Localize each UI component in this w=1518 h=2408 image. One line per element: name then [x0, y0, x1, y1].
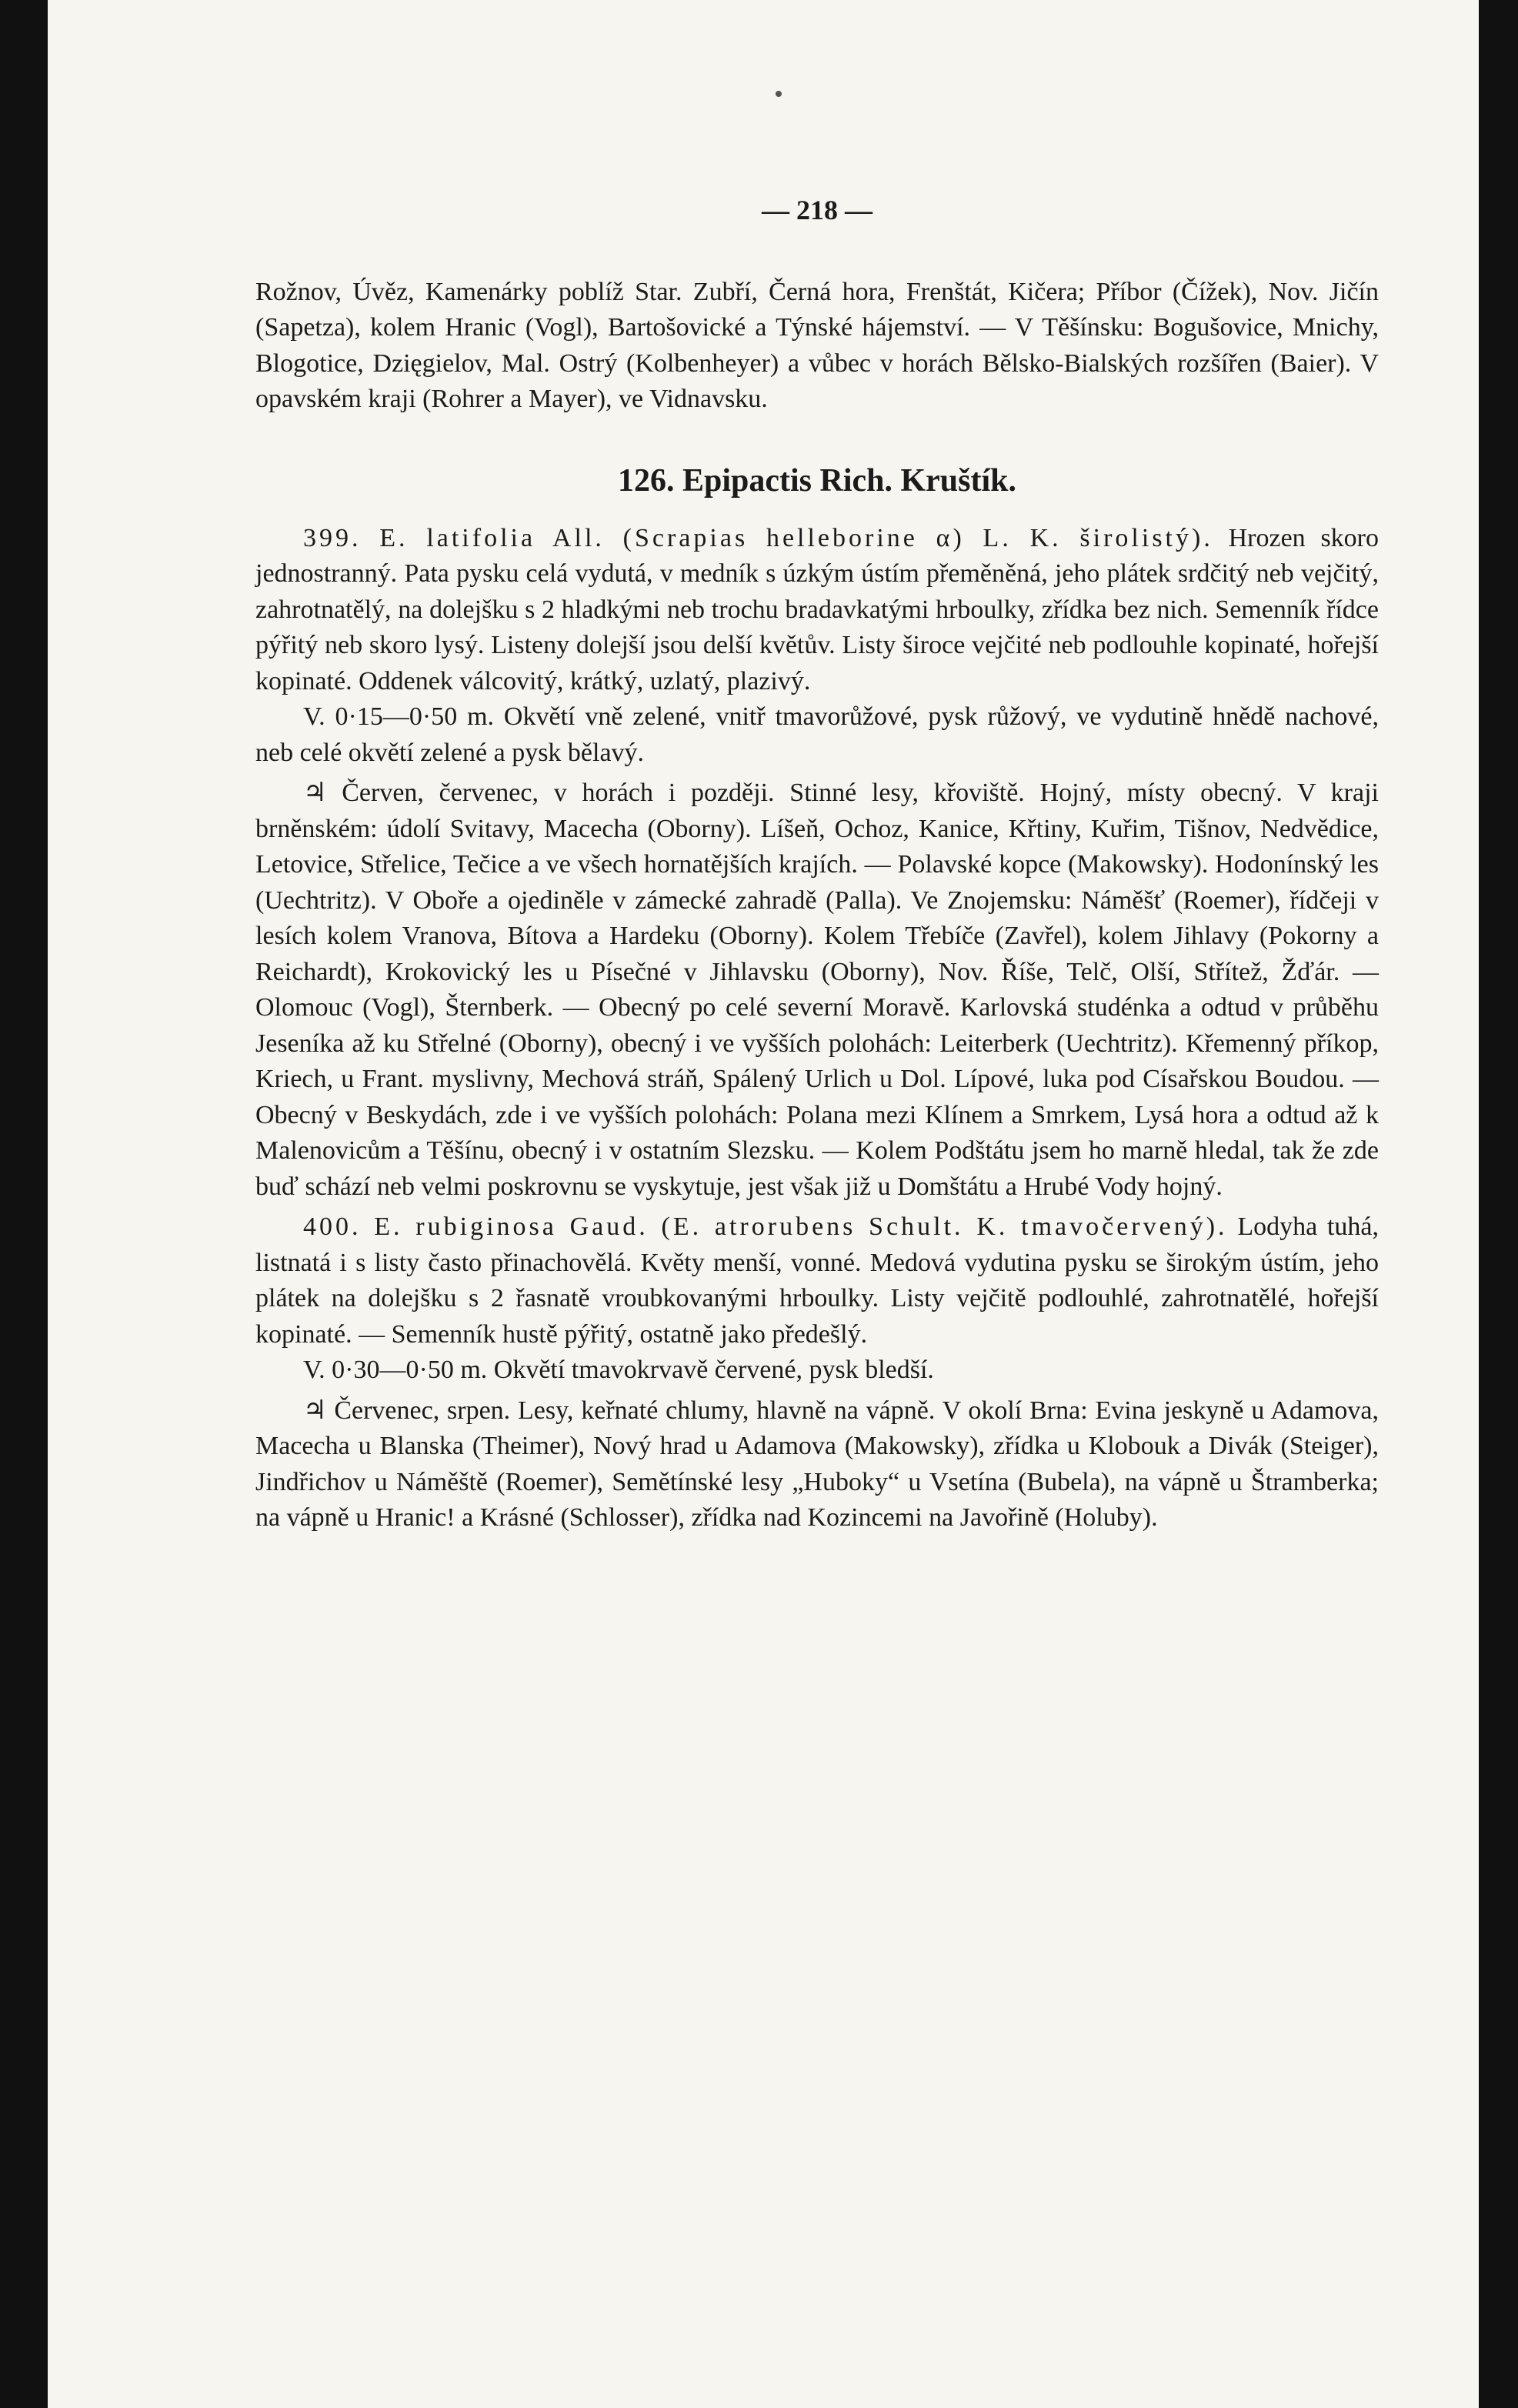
scanned-page	[48, 0, 1479, 2408]
stray-ink-dot	[776, 91, 782, 97]
entry-399-paragraph	[255, 521, 1379, 700]
entry-399-heading: 399. E. latifolia All. (Scrapias helleborine α) L. K. širolistý).	[303, 523, 1213, 552]
entry-399-description: Hrozen skoro jednostranný. Pata pysku celá vydutá, v medník s úzkým ústím přeměněná, jeho plátek srdčitý neb vejčitý, zahrotnatělý, na dolejšku s 2 hladkými neb trochu bradavkatými hrboulky, zřídka bez nich. Semenník řídce pýřitý neb skoro lysý. Listeny dolejší jsou delší květův. Listy široce vejčité neb podlouhle kopinaté, hořejší kopinaté. Oddenek válcovitý, krátký, uzlatý, plazivý.	[255, 523, 1379, 695]
entry-400-paragraph	[255, 1209, 1379, 1352]
intro-paragraph: Rožnov, Úvěz, Kamenárky poblíž Star. Zubří, Černá hora, Frenštát, Kičera; Příbor (Čížek), Nov. Jičín (Sapetza), kolem Hranic (Vogl), Bartošovické a Týnské hájemství. — V Těšínsku: Bogušovice, Mnichy, Blogotice, Dzięgielov, Mal. Ostrý (Kolbenheyer) a vůbec v horách Bělsko-Bialských rozšířen (Baier). V opavském kraji (Rohrer a Mayer), ve Vidnavsku.	[255, 277, 1379, 413]
entry-400-heading: 400. E. rubiginosa Gaud. (E. atrorubens Schult. K. tmavočervený).	[303, 1212, 1228, 1241]
page-number: — 218 —	[762, 195, 872, 225]
entry-400-size: V. 0·30—0·50 m. Okvětí tmavokrvavě červené, pysk bledší.	[303, 1356, 934, 1384]
entry-400-distribution: ♃ Červenec, srpen. Lesy, keřnaté chlumy, hlavně na vápně. V okolí Brna: Evina jeskyně u Adamova, Macecha u Blanska (Theimer), Nový hrad u Adamova (Makowsky), zřídka u Klobouk a Divák (Steiger), Jindřichov u Náměště (Roemer), Semětínské lesy „Huboky“ u Vsetína (Bubela), na vápně u Štramberka; na vápně u Hranic! a Krásné (Schlosser), zřídka nad Kozincemi na Javořině (Holuby).	[255, 1396, 1379, 1532]
entry-400-description: Lodyha tuhá, listnatá i s listy často přinachovělá. Květy menší, vonné. Medová vydutina pysku se širokým ústím, jeho plátek na dolejšku s 2 řasnatě vroubkovanými hrboulky. Listy vejčitě podlouhlé, zahrotnatělé, hořejší kopinaté. — Semenník hustě pýřitý, ostatně jako předešlý.	[255, 1212, 1379, 1349]
entry-399-size: V. 0·15—0·50 m. Okvětí vně zelené, vnitř tmavorůžové, pysk růžový, ve vydutině hnědě nachové, neb celé okvětí zelené a pysk bělavý.	[255, 702, 1379, 767]
entry-399-distribution: ♃ Červen, červenec, v horách i později. Stinné lesy, křoviště. Hojný, místy obecný. V kraji brněnském: údolí Svitavy, Macecha (Oborny). Líšeň, Ochoz, Kanice, Křtiny, Kuřim, Tišnov, Nedvědice, Letovice, Střelice, Tečice a ve všech hornatějších krajích. — Polavské kopce (Makowsky). Hodonínský les (Uechtritz). V Oboře a ojediněle v zámecké zahradě (Palla). Ve Znojemsku: Náměšť (Roemer), řídčeji v lesích kolem Vranova, Bítova a Hardeku (Oborny). Kolem Třebíče (Zavřel), kolem Jihlavy (Pokorny a Reichardt), Krokovický les u Písečné v Jihlavsku (Oborny), Nov. Říše, Telč, Olší, Střítež, Žďár. — Olomouc (Vogl), Šternberk. — Obecný po celé severní Moravě. Karlovská studénka a odtud v průběhu Jeseníka až ku Střelné (Oborny), obecný i ve vyšších polohách: Leiterberk (Uechtritz). Křemenný příkop, Kriech, u Frant. myslivny, Mechová stráň, Spálený Urlich u Dol. Lípové, luka pod Císařskou Boudou. — Obecný v Beskydách, zde i ve vyšších polohách: Polana mezi Klínem a Smrkem, Lysá hora a odtud až k Malenovicům a Těšínu, obecný i v ostatním Slezsku. — Kolem Podštátu jsem ho marně hledal, tak že zde buď schází neb velmi poskrovnu se vyskytuje, jest však již u Domštátu a Hrubé Vody hojný.	[255, 779, 1379, 1201]
page-content	[255, 192, 1379, 1536]
section-title: 126. Epipactis Rich. Kruštík.	[617, 462, 1017, 499]
